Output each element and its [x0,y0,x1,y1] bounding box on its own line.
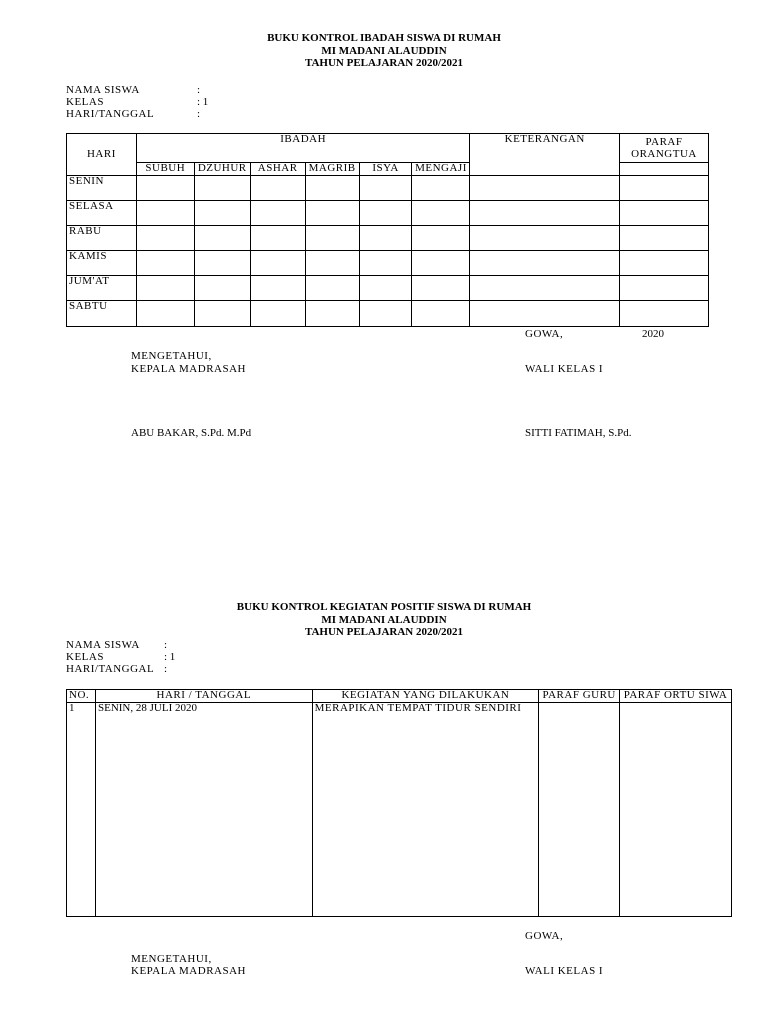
table-cell[interactable] [250,301,305,327]
table-cell[interactable] [136,301,194,327]
table-cell[interactable] [250,176,305,201]
doc1-hari-label: HARI/TANGGAL [66,108,155,120]
doc2-kepala: KEPALA MADRASAH [131,965,246,977]
table-cell[interactable] [194,251,250,276]
doc1-paraf-sub [620,163,709,176]
table-cell[interactable] [194,301,250,327]
doc2-header-row [67,690,732,703]
doc1-keterangan-header: KETERANGAN [470,134,620,176]
doc2-row-paraf-guru[interactable] [539,703,620,917]
table-cell[interactable] [412,176,470,201]
doc2-mengetahui: MENGETAHUI, [131,953,212,965]
doc1-day-selasa: SELASA [67,201,137,226]
doc1-row-sabtu [67,301,709,327]
table-cell[interactable] [136,251,194,276]
doc2-row-no: 1 [67,703,96,917]
table-cell[interactable] [359,251,412,276]
doc1-title [0,32,768,70]
doc2-title [0,601,768,639]
doc2-hari-value: : [164,663,168,675]
table-cell[interactable] [470,276,620,301]
doc2-title-line-3: TAHUN PELAJARAN 2020/2021 [304,626,464,638]
table-cell[interactable] [305,176,359,201]
table-cell[interactable] [359,276,412,301]
doc1-prayer-ashar: ASHAR [250,163,305,176]
doc2-field-labels [66,639,154,675]
doc2-row-activity: MERAPIKAN TEMPAT TIDUR SENDIRI [312,703,539,917]
doc1-ibadah-header: IBADAH [136,134,470,163]
table-cell[interactable] [359,201,412,226]
table-cell[interactable] [470,176,620,201]
table-cell[interactable] [412,201,470,226]
table-cell[interactable] [305,276,359,301]
doc1-mengetahui: MENGETAHUI, [131,350,212,362]
table-cell[interactable] [359,226,412,251]
doc1-day-sabtu: SABTU [67,301,137,327]
doc1-kepala: KEPALA MADRASAH [131,363,246,375]
doc1-day-kamis: KAMIS [67,251,137,276]
doc2-header-paraf-guru: PARAF GURU [539,690,620,703]
doc2-place: GOWA, [525,930,564,942]
table-cell[interactable] [412,276,470,301]
doc1-day-rabu: RABU [67,226,137,251]
table-cell[interactable] [194,201,250,226]
doc2-title-line-1: BUKU KONTROL KEGIATAN POSITIF SISWA DI RUMAH [236,601,532,613]
doc1-wali-name: SITTI FATIMAH, S.Pd. [525,427,632,439]
doc2-header-activity: KEGIATAN YANG DILAKUKAN [312,690,539,703]
table-cell[interactable] [136,176,194,201]
table-cell[interactable] [305,226,359,251]
table-cell[interactable] [136,276,194,301]
doc1-day-senin: SENIN [67,176,137,201]
table-cell[interactable] [470,226,620,251]
table-cell[interactable] [620,301,709,327]
doc1-prayer-subuh: SUBUH [136,163,194,176]
doc1-prayer-magrib: MAGRIB [305,163,359,176]
doc1-prayer-dzuhur: DZUHUR [194,163,250,176]
doc1-row-selasa [67,201,709,226]
doc1-row-jumat [67,276,709,301]
doc1-prayer-isya: ISYA [359,163,412,176]
doc1-place: GOWA, [525,328,564,340]
table-cell[interactable] [359,176,412,201]
table-cell[interactable] [620,176,709,201]
table-cell[interactable] [136,226,194,251]
table-cell[interactable] [136,201,194,226]
doc2-wali: WALI KELAS I [525,965,604,977]
table-cell[interactable] [305,201,359,226]
doc2-kelas-value: : 1 [164,651,176,663]
doc1-prayer-mengaji: MENGAJI [412,163,470,176]
doc2-header-paraf-ortu: PARAF ORTU SIWA [620,690,732,703]
doc1-field-values [197,84,208,120]
doc2-hari-label: HARI/TANGGAL [66,663,155,675]
doc2-field-values [164,639,175,675]
doc1-hari-header: HARI [67,134,137,176]
doc1-kelas-value: : 1 [197,96,209,108]
table-cell[interactable] [250,201,305,226]
table-row [67,703,732,917]
doc1-hari-value: : [197,108,201,120]
doc1-kelas-label: KELAS [66,96,104,108]
doc1-row-kamis [67,251,709,276]
table-cell[interactable] [412,251,470,276]
doc2-kegiatan-table [66,689,732,917]
doc1-field-labels [66,84,154,120]
table-cell[interactable] [250,226,305,251]
doc1-nama-value: : [197,84,201,96]
table-cell[interactable] [470,201,620,226]
table-cell[interactable] [470,251,620,276]
doc1-ibadah-table [66,133,709,327]
table-cell[interactable] [412,301,470,327]
doc1-row-senin [67,176,709,201]
doc1-row-rabu [67,226,709,251]
table-cell[interactable] [620,201,709,226]
doc1-paraf-header: PARAF ORANGTUA [620,134,709,163]
doc2-nama-label: NAMA SISWA [66,639,140,651]
table-cell[interactable] [194,226,250,251]
table-cell[interactable] [359,301,412,327]
doc1-nama-label: NAMA SISWA [66,84,140,96]
doc2-kelas-label: KELAS [66,651,104,663]
doc1-title-line-1: BUKU KONTROL IBADAH SISWA DI RUMAH [267,32,501,44]
doc1-year: 2020 [642,328,664,340]
table-cell[interactable] [412,226,470,251]
table-cell[interactable] [194,276,250,301]
doc2-header-no: NO. [67,690,96,703]
doc2-nama-value: : [164,639,168,651]
doc1-kepala-name: ABU BAKAR, S.Pd. M.Pd [131,427,252,439]
doc2-row-date: SENIN, 28 JULI 2020 [95,703,312,917]
doc2-title-line-2: MI MADANI ALAUDDIN [321,613,447,626]
table-cell[interactable] [620,251,709,276]
table-cell[interactable] [305,301,359,327]
table-cell[interactable] [305,251,359,276]
doc2-header-date: HARI / TANGGAL [95,690,312,703]
table-cell[interactable] [470,301,620,327]
table-cell[interactable] [620,276,709,301]
table-cell[interactable] [194,176,250,201]
table-cell[interactable] [250,251,305,276]
doc2-row-paraf-ortu[interactable] [620,703,732,917]
doc1-wali: WALI KELAS I [525,363,604,375]
doc1-title-line-3: TAHUN PELAJARAN 2020/2021 [304,57,464,69]
doc1-title-line-2: MI MADANI ALAUDDIN [321,44,447,57]
doc1-day-jumat: JUM'AT [67,276,137,301]
table-cell[interactable] [620,226,709,251]
table-cell[interactable] [250,276,305,301]
